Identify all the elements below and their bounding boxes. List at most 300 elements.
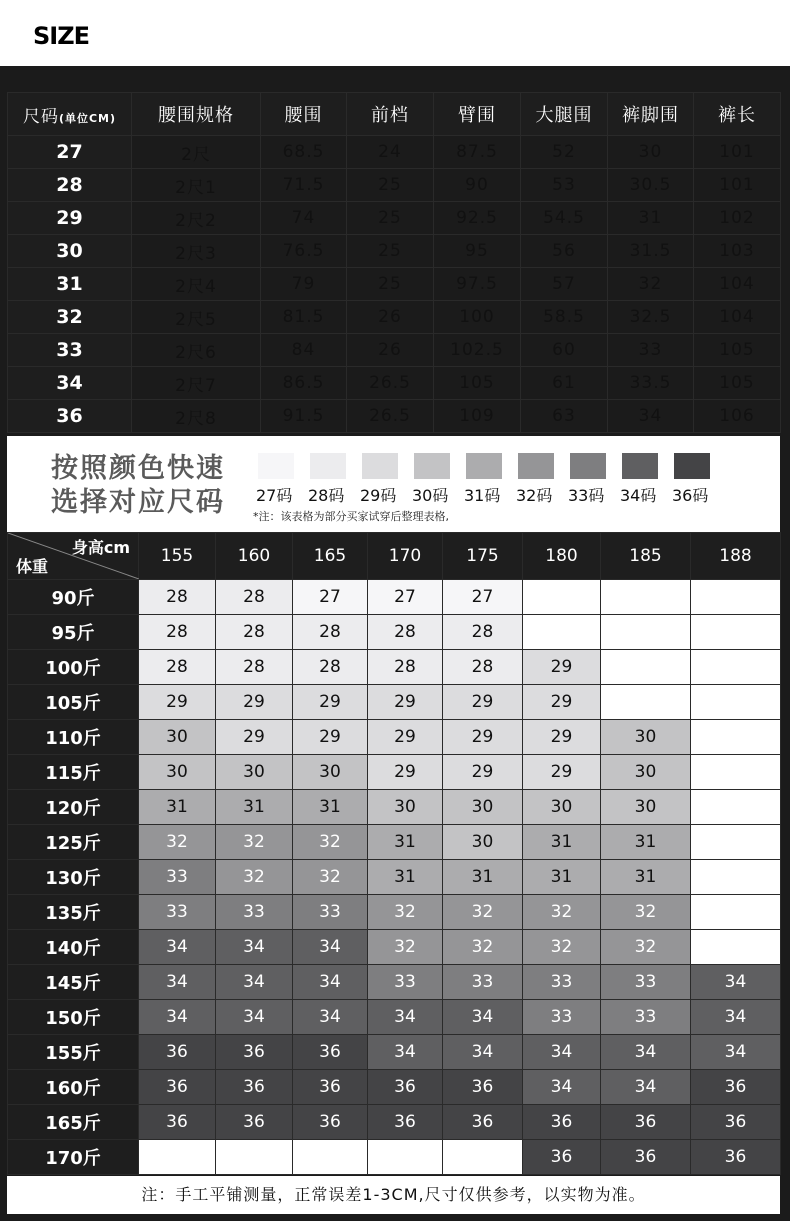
- fit-cell: [691, 685, 781, 720]
- fit-cell: 34: [601, 1035, 691, 1070]
- header-hip: 臂围: [434, 93, 521, 136]
- fit-cell: [691, 615, 781, 650]
- fit-cell: 30: [293, 755, 368, 790]
- size-spec-cell-waist: 68.5: [261, 136, 347, 169]
- fit-header-row: [8, 533, 781, 580]
- fit-row: [8, 930, 781, 965]
- fit-cell: 29: [523, 650, 601, 685]
- size-spec-cell-hip: 90: [434, 169, 521, 202]
- fit-cell: [601, 685, 691, 720]
- fit-cell: 32: [523, 895, 601, 930]
- fit-cell: 28: [216, 650, 293, 685]
- fit-cell: 31: [216, 790, 293, 825]
- fit-cell: 30: [601, 790, 691, 825]
- fit-cell: [293, 1140, 368, 1175]
- weight-label: 90斤: [8, 580, 139, 615]
- size-spec-cell-front: 26.5: [347, 367, 434, 400]
- fit-row: [8, 1070, 781, 1105]
- size-spec-cell-front: 25: [347, 169, 434, 202]
- fit-cell: 36: [293, 1105, 368, 1140]
- size-spec-cell-front: 25: [347, 202, 434, 235]
- fit-cell: 27: [368, 580, 443, 615]
- size-spec-cell-thigh: 57: [521, 268, 608, 301]
- fit-cell: 31: [368, 860, 443, 895]
- fit-cell: 32: [293, 860, 368, 895]
- fit-recommendation-table: [7, 532, 781, 1175]
- size-spec-cell-spec: 2尺4: [132, 268, 261, 301]
- height-header: 160: [216, 533, 293, 580]
- weight-label: 120斤: [8, 790, 139, 825]
- size-spec-cell-front: 26: [347, 334, 434, 367]
- size-spec-row: [8, 367, 781, 400]
- fit-cell: 31: [523, 825, 601, 860]
- fit-cell: 28: [293, 615, 368, 650]
- fit-cell: [691, 895, 781, 930]
- fit-cell: [691, 650, 781, 685]
- size-spec-cell-length: 106: [694, 400, 781, 433]
- fit-cell: 34: [216, 1000, 293, 1035]
- fit-cell: 33: [601, 1000, 691, 1035]
- fit-cell: 36: [293, 1070, 368, 1105]
- legend-label: 32码: [516, 486, 553, 505]
- legend-label: 33码: [568, 486, 605, 505]
- fit-cell: [601, 650, 691, 685]
- header-front-rise: 前档: [347, 93, 434, 136]
- fit-cell: 34: [523, 1035, 601, 1070]
- fit-cell: 28: [216, 615, 293, 650]
- fit-cell: 31: [139, 790, 216, 825]
- size-spec-cell-hip: 109: [434, 400, 521, 433]
- fit-cell: 31: [523, 860, 601, 895]
- fit-cell: 32: [368, 895, 443, 930]
- fit-cell: 30: [139, 720, 216, 755]
- height-header: 185: [601, 533, 691, 580]
- size-spec-cell-length: 102: [694, 202, 781, 235]
- fit-row: [8, 825, 781, 860]
- size-spec-cell-thigh: 52: [521, 136, 608, 169]
- fit-cell: 36: [443, 1070, 523, 1105]
- fit-cell: 28: [368, 615, 443, 650]
- fit-cell: 34: [691, 1035, 781, 1070]
- legend-swatch: [466, 453, 502, 479]
- height-header: 180: [523, 533, 601, 580]
- fit-cell: [691, 580, 781, 615]
- fit-cell: [691, 860, 781, 895]
- fit-row: [8, 615, 781, 650]
- fit-cell: 32: [601, 895, 691, 930]
- fit-cell: 31: [443, 860, 523, 895]
- fit-cell: 28: [139, 650, 216, 685]
- size-spec-cell-hem: 32.5: [608, 301, 694, 334]
- fit-cell: 36: [216, 1035, 293, 1070]
- fit-cell: 30: [139, 755, 216, 790]
- size-label: 28: [8, 169, 132, 202]
- fit-row: [8, 755, 781, 790]
- fit-cell: 30: [443, 825, 523, 860]
- size-spec-cell-length: 104: [694, 301, 781, 334]
- size-label: 27: [8, 136, 132, 169]
- fit-cell: 28: [443, 615, 523, 650]
- fit-cell: 32: [368, 930, 443, 965]
- header-size: 尺码(单位CM): [8, 93, 132, 136]
- weight-label: 115斤: [8, 755, 139, 790]
- weight-label: 155斤: [8, 1035, 139, 1070]
- weight-label: 100斤: [8, 650, 139, 685]
- size-spec-cell-hip: 105: [434, 367, 521, 400]
- weight-label: 150斤: [8, 1000, 139, 1035]
- height-header: 155: [139, 533, 216, 580]
- color-legend: [7, 436, 780, 532]
- fit-cell: 34: [443, 1035, 523, 1070]
- size-spec-cell-waist: 91.5: [261, 400, 347, 433]
- legend-label: 28码: [308, 486, 345, 505]
- fit-cell: 34: [216, 930, 293, 965]
- fit-cell: 32: [443, 930, 523, 965]
- weight-label: 110斤: [8, 720, 139, 755]
- header-waist-spec: 腰围规格: [132, 93, 261, 136]
- legend-swatch: [362, 453, 398, 479]
- fit-cell: 33: [443, 965, 523, 1000]
- fit-cell: [691, 755, 781, 790]
- size-spec-cell-spec: 2尺6: [132, 334, 261, 367]
- fit-cell: 36: [139, 1035, 216, 1070]
- fit-cell: [368, 1140, 443, 1175]
- size-spec-row: [8, 235, 781, 268]
- size-spec-cell-waist: 74: [261, 202, 347, 235]
- weight-label: 140斤: [8, 930, 139, 965]
- legend-label: 34码: [620, 486, 657, 505]
- fit-cell: 27: [293, 580, 368, 615]
- size-spec-cell-hip: 87.5: [434, 136, 521, 169]
- fit-cell: 34: [139, 930, 216, 965]
- size-spec-cell-length: 105: [694, 367, 781, 400]
- fit-row: [8, 895, 781, 930]
- size-label: 36: [8, 400, 132, 433]
- size-spec-header-row: [8, 93, 781, 136]
- size-label: 31: [8, 268, 132, 301]
- fit-cell: 29: [293, 685, 368, 720]
- size-spec-cell-waist: 71.5: [261, 169, 347, 202]
- size-spec-cell-hem: 32: [608, 268, 694, 301]
- fit-cell: 30: [443, 790, 523, 825]
- fit-row: [8, 685, 781, 720]
- fit-cell: 27: [443, 580, 523, 615]
- fit-cell: 34: [691, 965, 781, 1000]
- fit-cell: 36: [601, 1140, 691, 1175]
- size-spec-row: [8, 268, 781, 301]
- fit-cell: 30: [216, 755, 293, 790]
- fit-cell: 36: [523, 1140, 601, 1175]
- legend-swatch: [310, 453, 346, 479]
- corner-cell: [8, 533, 139, 580]
- fit-cell: 32: [216, 825, 293, 860]
- height-header: 175: [443, 533, 523, 580]
- fit-cell: 31: [368, 825, 443, 860]
- size-spec-cell-front: 26: [347, 301, 434, 334]
- size-label: 34: [8, 367, 132, 400]
- header-hem: 裤脚围: [608, 93, 694, 136]
- size-spec-row: [8, 301, 781, 334]
- size-spec-cell-thigh: 58.5: [521, 301, 608, 334]
- fit-cell: 29: [523, 755, 601, 790]
- size-spec-cell-length: 101: [694, 136, 781, 169]
- size-spec-cell-hip: 100: [434, 301, 521, 334]
- legend-swatch: [570, 453, 606, 479]
- fit-cell: 28: [443, 650, 523, 685]
- fit-cell: 36: [691, 1105, 781, 1140]
- weight-label: 125斤: [8, 825, 139, 860]
- fit-cell: 32: [216, 860, 293, 895]
- header-bar: [0, 0, 790, 66]
- weight-label: 165斤: [8, 1105, 139, 1140]
- size-spec-row: [8, 202, 781, 235]
- fit-cell: 29: [368, 685, 443, 720]
- fit-cell: 33: [139, 860, 216, 895]
- size-spec-row: [8, 334, 781, 367]
- size-spec-cell-waist: 86.5: [261, 367, 347, 400]
- height-header: 165: [293, 533, 368, 580]
- legend-swatch: [518, 453, 554, 479]
- fit-cell: 33: [216, 895, 293, 930]
- fit-row: [8, 580, 781, 615]
- fit-cell: 34: [691, 1000, 781, 1035]
- fit-cell: 36: [691, 1070, 781, 1105]
- size-spec-cell-spec: 2尺2: [132, 202, 261, 235]
- size-spec-cell-hem: 33: [608, 334, 694, 367]
- fit-cell: 32: [139, 825, 216, 860]
- legend-label: 27码: [256, 486, 293, 505]
- size-spec-cell-length: 103: [694, 235, 781, 268]
- fit-cell: 34: [523, 1070, 601, 1105]
- legend-swatch: [674, 453, 710, 479]
- fit-cell: 30: [368, 790, 443, 825]
- size-spec-cell-thigh: 54.5: [521, 202, 608, 235]
- legend-swatch: [258, 453, 294, 479]
- fit-cell: [216, 1140, 293, 1175]
- fit-cell: 36: [216, 1070, 293, 1105]
- fit-cell: 36: [293, 1035, 368, 1070]
- size-spec-cell-thigh: 60: [521, 334, 608, 367]
- size-spec-cell-front: 25: [347, 235, 434, 268]
- fit-cell: 32: [443, 895, 523, 930]
- fit-row: [8, 965, 781, 1000]
- fit-row: [8, 1105, 781, 1140]
- size-spec-cell-hem: 30.5: [608, 169, 694, 202]
- fit-cell: 36: [368, 1070, 443, 1105]
- size-spec-cell-waist: 79: [261, 268, 347, 301]
- fit-cell: 36: [443, 1105, 523, 1140]
- footer-note: 注：手工平铺测量，正常误差1-3CM,尺寸仅供参考，以实物为准。: [7, 1176, 780, 1214]
- fit-cell: 33: [293, 895, 368, 930]
- weight-label: 145斤: [8, 965, 139, 1000]
- fit-cell: 29: [443, 720, 523, 755]
- size-spec-cell-hip: 95: [434, 235, 521, 268]
- size-spec-cell-waist: 76.5: [261, 235, 347, 268]
- fit-cell: 36: [139, 1105, 216, 1140]
- size-label: 32: [8, 301, 132, 334]
- fit-cell: 29: [216, 685, 293, 720]
- fit-cell: 34: [216, 965, 293, 1000]
- legend-label: 31码: [464, 486, 501, 505]
- size-spec-cell-length: 101: [694, 169, 781, 202]
- weight-label: 135斤: [8, 895, 139, 930]
- size-spec-cell-spec: 2尺8: [132, 400, 261, 433]
- fit-cell: 36: [368, 1105, 443, 1140]
- fit-row: [8, 860, 781, 895]
- fit-row: [8, 790, 781, 825]
- legend-label: 36码: [672, 486, 709, 505]
- size-spec-row: [8, 169, 781, 202]
- size-spec-cell-hip: 102.5: [434, 334, 521, 367]
- fit-cell: 34: [601, 1070, 691, 1105]
- size-spec-cell-front: 25: [347, 268, 434, 301]
- legend-title: [51, 452, 225, 520]
- size-spec-cell-spec: 2尺: [132, 136, 261, 169]
- fit-cell: 36: [601, 1105, 691, 1140]
- legend-swatch: [622, 453, 658, 479]
- legend-swatch: [414, 453, 450, 479]
- fit-cell: 30: [601, 720, 691, 755]
- fit-cell: 36: [216, 1105, 293, 1140]
- fit-cell: 33: [139, 895, 216, 930]
- legend-title-line1: 按照颜色快速: [51, 453, 225, 484]
- fit-cell: [691, 930, 781, 965]
- size-label: 30: [8, 235, 132, 268]
- size-spec-cell-spec: 2尺7: [132, 367, 261, 400]
- legend-label: 29码: [360, 486, 397, 505]
- weight-label: 105斤: [8, 685, 139, 720]
- header-length: 裤长: [694, 93, 781, 136]
- fit-cell: 34: [293, 965, 368, 1000]
- size-spec-cell-hem: 33.5: [608, 367, 694, 400]
- weight-label: 130斤: [8, 860, 139, 895]
- fit-cell: 29: [293, 720, 368, 755]
- fit-row: [8, 1000, 781, 1035]
- fit-cell: 31: [293, 790, 368, 825]
- legend-label: 30码: [412, 486, 449, 505]
- fit-cell: 28: [368, 650, 443, 685]
- weight-label: 160斤: [8, 1070, 139, 1105]
- height-label: 身高cm: [71, 538, 130, 557]
- fit-cell: 30: [601, 755, 691, 790]
- fit-cell: 32: [293, 825, 368, 860]
- fit-cell: [601, 580, 691, 615]
- size-spec-cell-hem: 30: [608, 136, 694, 169]
- height-header: 170: [368, 533, 443, 580]
- fit-cell: 33: [368, 965, 443, 1000]
- size-spec-cell-spec: 2尺1: [132, 169, 261, 202]
- fit-cell: 29: [368, 755, 443, 790]
- fit-cell: [601, 615, 691, 650]
- fit-cell: 34: [139, 1000, 216, 1035]
- fit-cell: [139, 1140, 216, 1175]
- fit-cell: [691, 825, 781, 860]
- fit-cell: 28: [216, 580, 293, 615]
- size-spec-row: [8, 400, 781, 433]
- fit-cell: 29: [523, 685, 601, 720]
- fit-cell: 33: [523, 1000, 601, 1035]
- fit-cell: 32: [601, 930, 691, 965]
- fit-cell: 29: [216, 720, 293, 755]
- fit-cell: 34: [293, 930, 368, 965]
- page-title: SIZE: [33, 22, 90, 50]
- fit-cell: 31: [601, 860, 691, 895]
- size-spec-cell-spec: 2尺3: [132, 235, 261, 268]
- fit-cell: 33: [601, 965, 691, 1000]
- size-label: 33: [8, 334, 132, 367]
- header-thigh: 大腿围: [521, 93, 608, 136]
- size-spec-table: [7, 92, 781, 433]
- legend-note: *注：该表格为部分买家试穿后整理表格,: [253, 510, 449, 523]
- weight-label: 95斤: [8, 615, 139, 650]
- fit-cell: [691, 790, 781, 825]
- fit-cell: 28: [293, 650, 368, 685]
- fit-cell: 30: [523, 790, 601, 825]
- fit-cell: [691, 720, 781, 755]
- fit-cell: 29: [443, 755, 523, 790]
- size-spec-cell-thigh: 56: [521, 235, 608, 268]
- size-spec-cell-length: 104: [694, 268, 781, 301]
- fit-cell: 34: [139, 965, 216, 1000]
- weight-label: 体重: [16, 557, 49, 576]
- size-spec-cell-hip: 92.5: [434, 202, 521, 235]
- fit-cell: 29: [443, 685, 523, 720]
- fit-row: [8, 720, 781, 755]
- fit-cell: 34: [368, 1035, 443, 1070]
- size-spec-cell-hem: 31.5: [608, 235, 694, 268]
- header-waist: 腰围: [261, 93, 347, 136]
- fit-cell: 36: [139, 1070, 216, 1105]
- size-spec-cell-hip: 97.5: [434, 268, 521, 301]
- weight-label: 170斤: [8, 1140, 139, 1175]
- size-spec-cell-waist: 81.5: [261, 301, 347, 334]
- fit-cell: 29: [523, 720, 601, 755]
- fit-cell: 36: [691, 1140, 781, 1175]
- fit-cell: 36: [523, 1105, 601, 1140]
- fit-cell: 29: [139, 685, 216, 720]
- fit-cell: 28: [139, 615, 216, 650]
- size-spec-cell-length: 105: [694, 334, 781, 367]
- fit-cell: 34: [443, 1000, 523, 1035]
- size-spec-cell-thigh: 63: [521, 400, 608, 433]
- size-spec-cell-thigh: 61: [521, 367, 608, 400]
- fit-row: [8, 1140, 781, 1175]
- size-label: 29: [8, 202, 132, 235]
- fit-cell: 32: [523, 930, 601, 965]
- fit-cell: 34: [293, 1000, 368, 1035]
- fit-cell: 31: [601, 825, 691, 860]
- fit-cell: [523, 580, 601, 615]
- size-spec-cell-spec: 2尺5: [132, 301, 261, 334]
- fit-cell: 29: [368, 720, 443, 755]
- size-spec-cell-front: 24: [347, 136, 434, 169]
- fit-row: [8, 650, 781, 685]
- size-spec-cell-front: 26.5: [347, 400, 434, 433]
- fit-cell: 34: [368, 1000, 443, 1035]
- fit-cell: [523, 615, 601, 650]
- size-spec-cell-hem: 31: [608, 202, 694, 235]
- size-spec-cell-thigh: 53: [521, 169, 608, 202]
- size-spec-cell-waist: 84: [261, 334, 347, 367]
- fit-cell: 33: [523, 965, 601, 1000]
- height-header: 188: [691, 533, 781, 580]
- fit-row: [8, 1035, 781, 1070]
- fit-cell: 28: [139, 580, 216, 615]
- legend-title-line2: 选择对应尺码: [51, 487, 225, 518]
- fit-cell: [443, 1140, 523, 1175]
- size-spec-row: [8, 136, 781, 169]
- size-spec-cell-hem: 34: [608, 400, 694, 433]
